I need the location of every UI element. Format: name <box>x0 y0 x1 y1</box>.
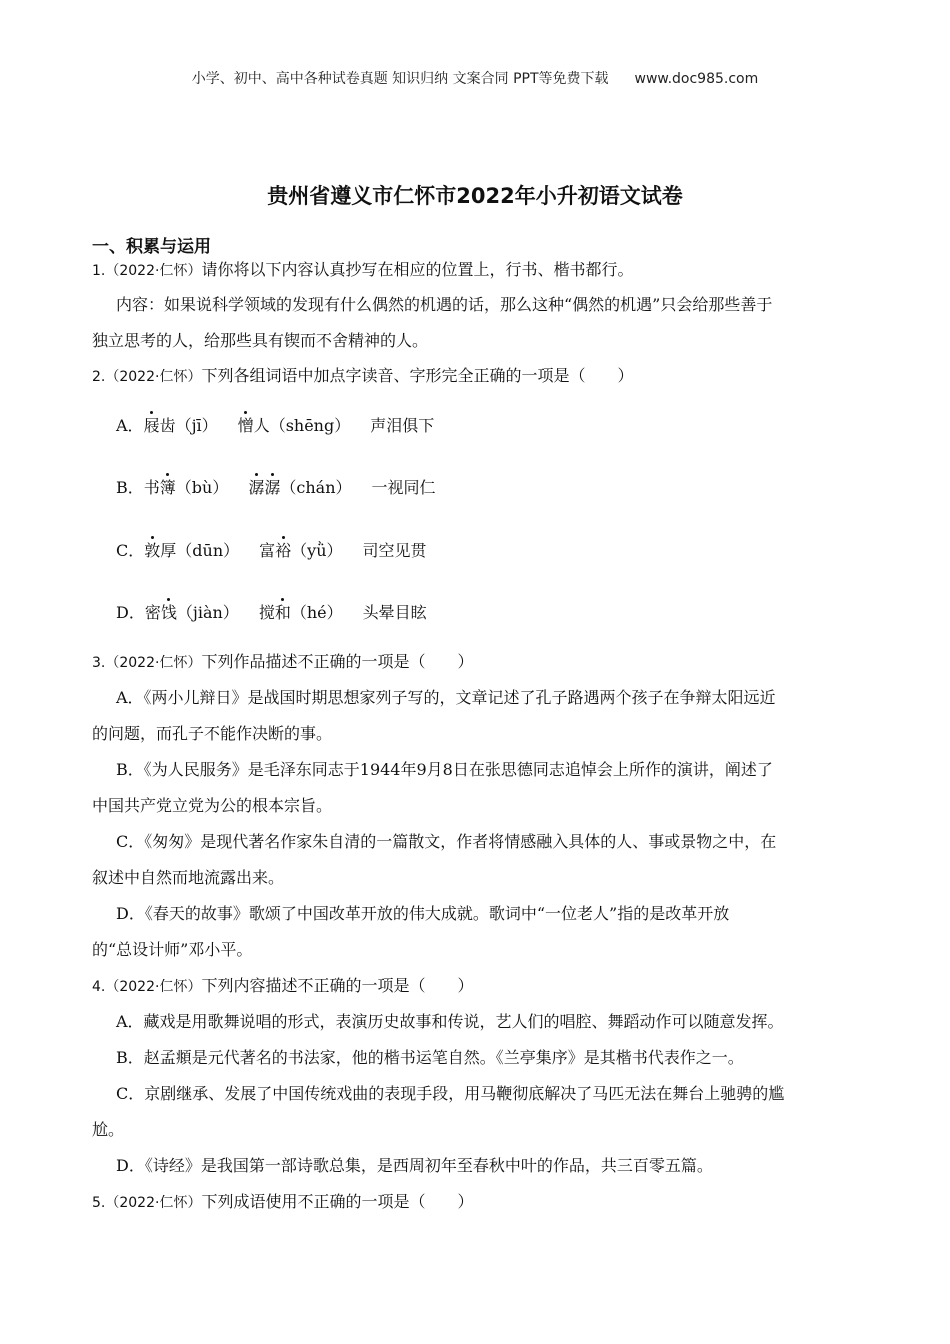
option-c-word-2-a: 富 <box>259 541 276 560</box>
option-a-word-2-rest: 人（shēng） <box>253 416 351 435</box>
question-1-tag: （2022·仁怀） <box>105 263 202 279</box>
dotted-char: 屐 <box>143 416 160 435</box>
option-d-word-1-pinyin: （jiàn） <box>176 603 239 622</box>
dotted-char: 憎 <box>237 416 254 435</box>
dotted-char: 饯 <box>160 603 177 622</box>
option-a-letter: A． <box>116 416 144 435</box>
option-d-word-1-a: 密 <box>144 603 161 622</box>
option-c-word-1 <box>144 543 239 559</box>
question-2-tag: （2022·仁怀） <box>105 369 202 385</box>
option-a-word-3: 声泪俱下 <box>370 416 435 435</box>
option-b-letter: B． <box>116 478 144 497</box>
question-1-content-line-2: 独立思考的人，给那些具有锲而不舍精神的人。 <box>92 331 429 350</box>
question-3-option-b-line-1: B．《为人民服务》是毛泽东同志于1944年9月8日在张思德同志追悼会上所作的演讲，阐述了 <box>116 760 773 779</box>
question-3-option-a-line-2: 的问题，而孔子不能作决断的事。 <box>92 724 333 743</box>
question-4-option-a: A．藏戏是用歌舞说唱的形式，表演历史故事和传说，艺人们的唱腔、舞蹈动作可以随意发挥。 <box>116 1012 784 1031</box>
question-3-option-d-line-1: D．《春天的故事》歌颂了中国改革开放的伟大成就。歌词中“一位老人”指的是改革开放 <box>116 904 730 923</box>
option-d-word-2-a: 搅 <box>258 603 275 622</box>
option-b-word-3: 一视同仁 <box>371 478 436 497</box>
question-5-tag: （2022·仁怀） <box>105 1195 202 1211</box>
option-d-letter: D． <box>116 603 145 622</box>
question-4-tag: （2022·仁怀） <box>105 979 202 995</box>
question-1-number: 1. <box>92 263 106 279</box>
option-c-word-2 <box>259 543 342 559</box>
question-5-number: 5. <box>92 1195 106 1211</box>
question-4-option-b: B．赵孟頫是元代著名的书法家，他的楷书运笔自然。《兰亭集序》是其楷书代表作之一。 <box>116 1048 744 1067</box>
option-d-word-1 <box>145 605 239 621</box>
page-title: 贵州省遵义市仁怀市2022年小升初语文试卷 <box>267 184 683 208</box>
question-4-option-c-line-2: 尬。 <box>92 1120 125 1139</box>
question-3-stem: 下列作品描述不正确的一项是（ ） <box>201 652 474 671</box>
header-site: www.doc985.com <box>634 71 759 87</box>
question-3-number: 3. <box>92 655 106 671</box>
question-1 <box>92 262 633 278</box>
question-2-option-b <box>116 480 456 496</box>
question-4-stem: 下列内容描述不正确的一项是（ ） <box>201 976 474 995</box>
question-3-option-d-line-2: 的“总设计师”邓小平。 <box>92 940 253 959</box>
question-4-number: 4. <box>92 979 106 995</box>
option-c-word-3: 司空见贯 <box>362 541 427 560</box>
option-b-word-1-a: 书 <box>143 478 160 497</box>
question-2-option-c <box>116 543 447 559</box>
question-3-option-c-line-2: 叙述中自然而地流露出来。 <box>92 868 285 887</box>
question-4-option-d: D．《诗经》是我国第一部诗歌总集，是西周初年至春秋中叶的作品，共三百零五篇。 <box>116 1156 713 1175</box>
option-c-word-1-rest: 厚（dūn） <box>160 541 240 560</box>
option-c-letter: C． <box>116 541 145 560</box>
question-3-option-c-line-1: C．《匆匆》是现代著名作家朱自清的一篇散文，作者将情感融入具体的人、事或景物之中，在 <box>116 832 777 851</box>
question-1-stem: 请你将以下内容认真抄写在相应的位置上，行书、楷书都行。 <box>201 260 634 279</box>
option-a-word-1-rest: 齿（jī） <box>159 416 218 435</box>
option-d-word-2-pinyin: （hé） <box>290 603 343 622</box>
question-4-option-c-line-1: C．京剧继承、发展了中国传统戏曲的表现手段，用马鞭彻底解决了马匹无法在舞台上驰骋的尴 <box>116 1084 785 1103</box>
option-b-word-2 <box>248 480 351 496</box>
option-b-word-1 <box>144 480 229 496</box>
question-3-option-b-line-2: 中国共产党立党为公的根本宗旨。 <box>92 796 333 815</box>
option-d-word-2 <box>259 605 343 621</box>
question-2-option-a <box>116 418 454 434</box>
option-a-word-2 <box>238 418 351 434</box>
dotted-char: 潺 <box>264 478 281 497</box>
question-2 <box>92 368 633 384</box>
question-2-number: 2. <box>92 369 106 385</box>
dotted-char: 簿 <box>159 478 176 497</box>
page-header <box>0 68 950 88</box>
dotted-char: 敦 <box>144 541 161 560</box>
question-5-stem: 下列成语使用不正确的一项是（ ） <box>201 1192 474 1211</box>
section-heading-1: 一、积累与运用 <box>92 237 211 257</box>
question-3 <box>92 654 473 670</box>
question-3-tag: （2022·仁怀） <box>105 655 202 671</box>
dotted-char: 和 <box>274 603 291 622</box>
question-2-stem: 下列各组词语中加点字读音、字形完全正确的一项是（ ） <box>201 366 634 385</box>
option-d-word-3: 头晕目眩 <box>362 603 427 622</box>
header-text: 小学、初中、高中各种试卷真题 知识归纳 文案合同 PPT等免费下载 <box>191 71 609 87</box>
question-1-content-line-1: 内容：如果说科学领域的发现有什么偶然的机遇的话，那么这种“偶然的机遇”只会给那些善于 <box>116 295 773 314</box>
option-c-word-2-pinyin: （yǜ） <box>291 541 343 560</box>
dotted-char: 潺 <box>248 478 265 497</box>
question-4 <box>92 978 473 994</box>
dotted-char: 裕 <box>275 541 292 560</box>
question-5 <box>92 1194 473 1210</box>
option-b-word-1-pinyin: （bù） <box>175 478 229 497</box>
question-2-option-d <box>116 605 447 621</box>
question-3-option-a-line-1: A．《两小儿辩日》是战国时期思想家列子写的，文章记述了孔子路遇两个孩子在争辩太阳远近 <box>116 688 776 707</box>
option-b-word-2-pinyin: （chán） <box>280 478 352 497</box>
option-a-word-1 <box>144 418 218 434</box>
